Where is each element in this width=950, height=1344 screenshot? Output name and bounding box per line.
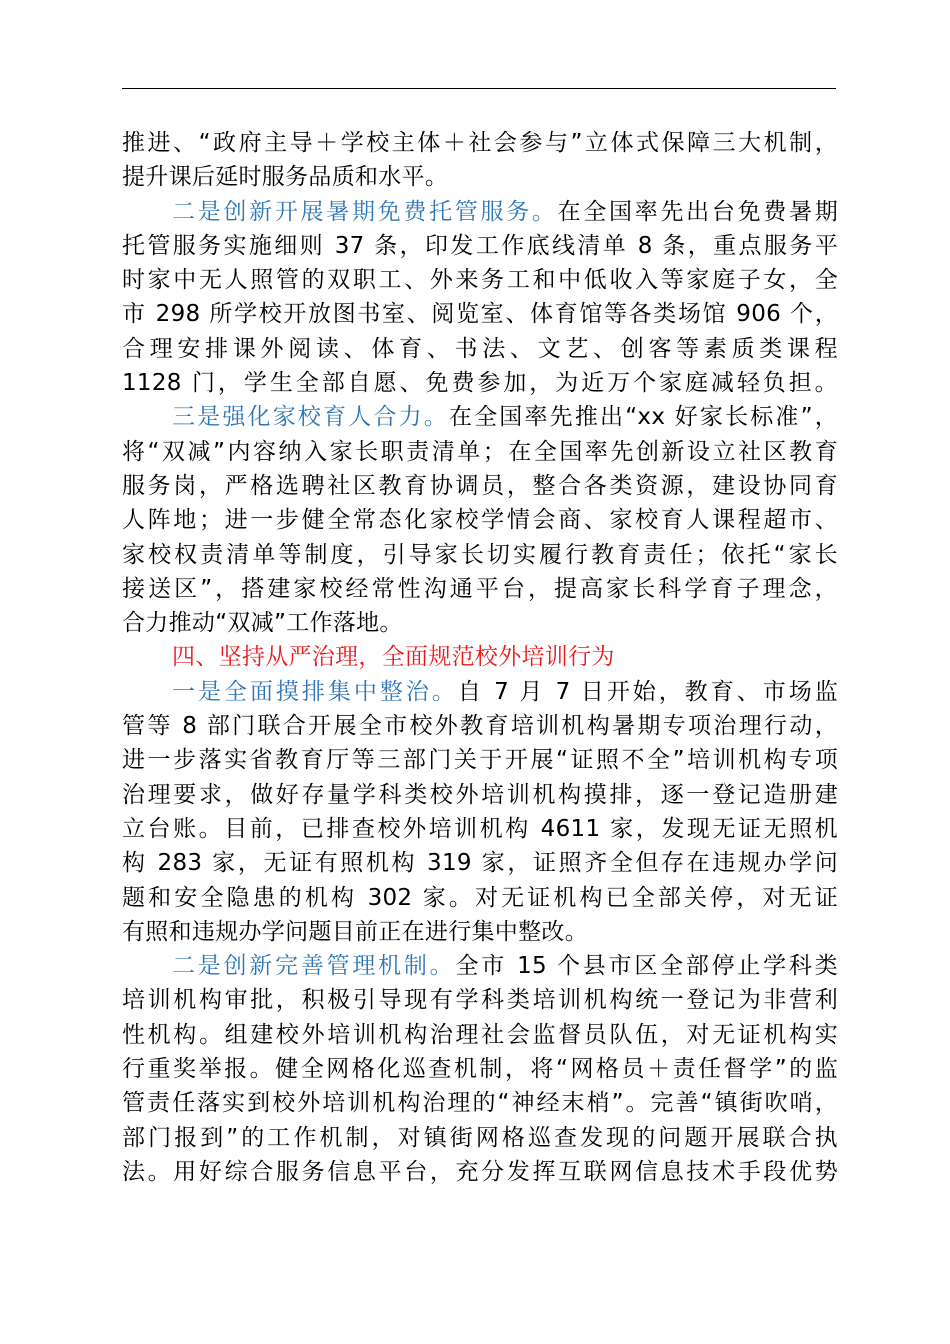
body-line: 将“双减”内容纳入家长职责清单；在全国率先创新设立社区教育 xyxy=(122,438,838,465)
paragraph-lead: 二是创新完善管理机制。 xyxy=(172,953,456,980)
document-body xyxy=(122,126,838,1189)
header-rule xyxy=(122,88,836,89)
section-heading: 四、坚持从严治理，全面规范校外培训行为 xyxy=(172,644,615,671)
body-line: 市 298 所学校开放图书室、阅览室、体育馆等各类场馆 906 个， xyxy=(122,301,838,328)
paragraph-lead-line: 二是创新开展暑期免费托管服务。在全国率先出台免费暑期 xyxy=(172,198,838,225)
paragraph-lead: 三是强化家校育人合力。 xyxy=(172,404,449,431)
body-line: 推进、“政府主导＋学校主体＋社会参与”立体式保障三大机制， xyxy=(122,130,838,156)
body-line: 管责任落实到校外培训机构治理的“神经末梢”。完善“镇街吹哨， xyxy=(122,1090,838,1117)
paragraph-lead-line: 二是创新完善管理机制。全市 15 个县市区全部停止学科类 xyxy=(172,953,838,980)
body-line: 进一步落实省教育厅等三部门关于开展“证照不全”培训机构专项 xyxy=(122,747,838,774)
body-line: 部门报到”的工作机制，对镇街网格巡查发现的问题开展联合执 xyxy=(122,1124,838,1151)
body-line: 管等 8 部门联合开展全市校外教育培训机构暑期专项治理行动， xyxy=(122,713,838,740)
paragraph-lead: 二是创新开展暑期免费托管服务。 xyxy=(172,198,558,225)
paragraph-lead: 一是全面摸排集中整治。 xyxy=(172,678,458,705)
body-line: 人阵地；进一步健全常态化家校学情会商、家校育人课程超市、 xyxy=(122,507,838,534)
body-line: 构 283 家，无证有照机构 319 家，证照齐全但存在违规办学问 xyxy=(122,850,838,877)
body-line: 性机构。组建校外培训机构治理社会监督员队伍，对无证机构实 xyxy=(122,1021,838,1048)
body-line: 服务岗，严格选聘社区教育协调员，整合各类资源，建设协同育 xyxy=(122,472,838,499)
body-line: 提升课后延时服务品质和水平。 xyxy=(122,164,449,191)
paragraph-lead-line: 一是全面摸排集中整治。自 7 月 7 日开始，教育、市场监 xyxy=(172,678,838,705)
body-line: 合力推动“双减”工作落地。 xyxy=(122,610,403,637)
body-line: 题和安全隐患的机构 302 家。对无证机构已全部关停，对无证 xyxy=(122,884,838,911)
body-line: 法。用好综合服务信息平台，充分发挥互联网信息技术手段优势 xyxy=(122,1158,838,1185)
body-line: 合理安排课外阅读、体育、书法、文艺、创客等素质类课程 xyxy=(122,335,838,362)
body-line: 行重奖举报。健全网格化巡查机制，将“网格员＋责任督学”的监 xyxy=(122,1056,838,1083)
body-line: 接送区”，搭建家校经常性沟通平台，提高家长科学育子理念， xyxy=(122,575,838,602)
paragraph-lead-line: 三是强化家校育人合力。在全国率先推出“xx 好家长标准”， xyxy=(172,404,838,431)
body-line: 1128 门，学生全部自愿、免费参加，为近万个家庭减轻负担。 xyxy=(122,370,838,397)
body-line: 托管服务实施细则 37 条，印发工作底线清单 8 条，重点服务平 xyxy=(122,232,838,259)
body-line: 培训机构审批，积极引导现有学科类培训机构统一登记为非营利 xyxy=(122,987,838,1014)
body-line: 治理要求，做好存量学科类校外培训机构摸排，逐一登记造册建 xyxy=(122,781,838,808)
body-line: 立台账。目前，已排查校外培训机构 4611 家，发现无证无照机 xyxy=(122,815,838,842)
body-line: 时家中无人照管的双职工、外来务工和中低收入等家庭子女，全 xyxy=(122,267,838,294)
body-line: 有照和违规办学问题目前正在进行集中整改。 xyxy=(122,918,588,945)
body-line: 家校权责清单等制度，引导家长切实履行教育责任；依托“家长 xyxy=(122,541,838,568)
